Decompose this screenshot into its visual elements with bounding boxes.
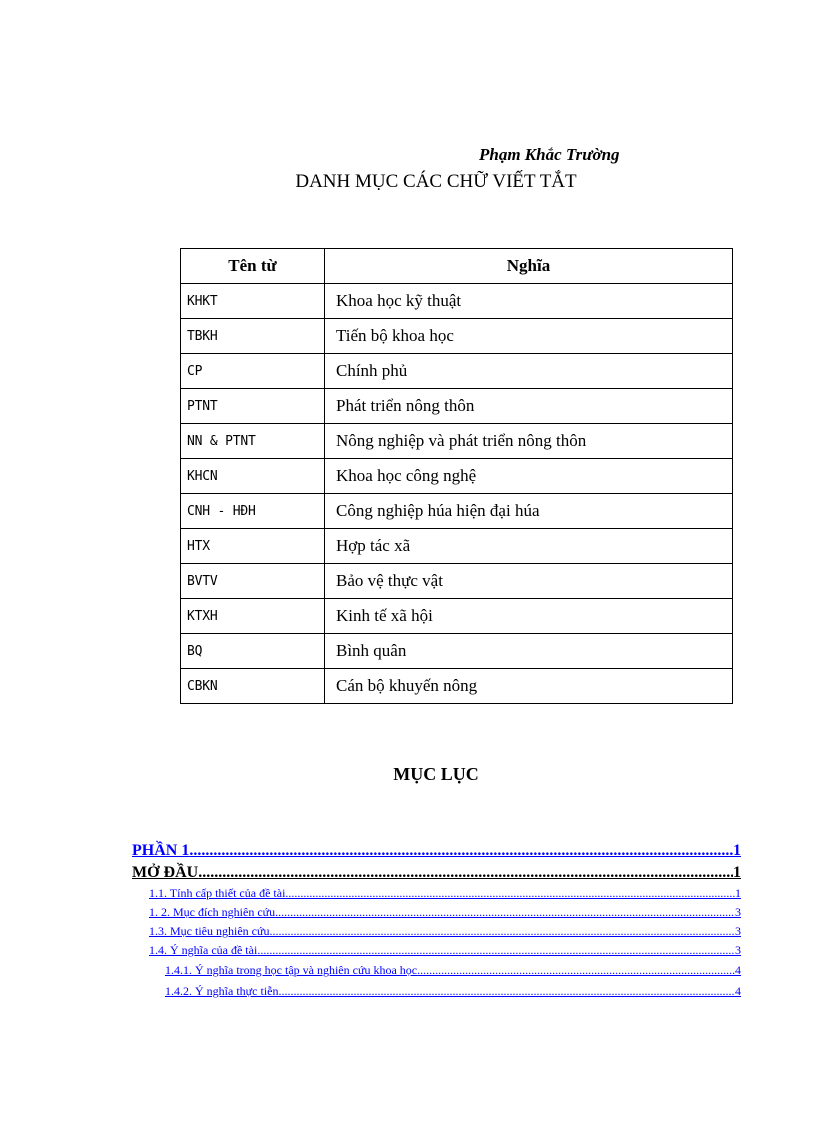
abbr-meaning: Nông nghiệp và phát triển nông thôn	[325, 424, 733, 459]
author-name: Phạm Khắc Trường	[479, 145, 620, 164]
toc-link-1-2[interactable]	[132, 903, 741, 922]
toc-link-1-3[interactable]	[132, 922, 741, 941]
toc-leader-dots	[269, 922, 735, 941]
table-row	[181, 354, 733, 389]
abbr-meaning: Khoa học công nghệ	[325, 459, 733, 494]
toc-entry-label: 1. 2. Mục đích nghiên cứu	[149, 905, 276, 919]
abbr-term: BVTV	[181, 564, 325, 599]
toc-link-1-4-2[interactable]	[132, 981, 741, 1002]
table-row	[181, 529, 733, 564]
toc-leader-dots	[189, 840, 733, 862]
column-header-meaning: Nghĩa	[325, 249, 733, 284]
table-row	[181, 459, 733, 494]
abbr-meaning: Bình quân	[325, 634, 733, 669]
toc-leader-dots	[285, 884, 735, 903]
toc-entry-label: 1.4.1. Ý nghĩa trong học tập và nghiên cứu khoa học	[165, 963, 418, 977]
abbreviations-table	[180, 248, 733, 704]
toc-entry-page: 4	[735, 963, 741, 977]
toc-entry-page: 1	[735, 886, 741, 900]
table-row	[181, 284, 733, 319]
table-of-contents	[132, 840, 741, 1002]
table-header-row	[181, 249, 733, 284]
abbr-term: BQ	[181, 634, 325, 669]
toc-link-mo-dau[interactable]	[132, 862, 741, 884]
abbr-meaning: Phát triển nông thôn	[325, 389, 733, 424]
abbr-meaning: Công nghiệp húa hiện đại húa	[325, 494, 733, 529]
toc-link-1-1[interactable]	[132, 884, 741, 903]
abbr-term: NN & PTNT	[181, 424, 325, 459]
toc-link-phan-1[interactable]	[132, 840, 741, 862]
table-row	[181, 634, 733, 669]
toc-entry-label: 1.3. Mục tiêu nghiên cứu	[149, 924, 270, 938]
toc-entry-label: 1.4.2. Ý nghĩa thực tiễn	[165, 984, 279, 998]
abbr-term: KTXH	[181, 599, 325, 634]
abbr-meaning: Tiến bộ khoa học	[325, 319, 733, 354]
abbr-term: HTX	[181, 529, 325, 564]
toc-entry-page: 3	[735, 943, 741, 957]
table-row	[181, 669, 733, 704]
abbr-term: PTNT	[181, 389, 325, 424]
abbr-meaning: Hợp tác xã	[325, 529, 733, 564]
toc-leader-dots	[275, 903, 735, 922]
toc-entry-label: MỞ ĐẦU	[132, 864, 199, 881]
toc-entry-label: 1.1. Tính cấp thiết của đề tài	[149, 886, 286, 900]
abbreviations-title: DANH MỤC CÁC CHỮ VIẾT TẮT	[295, 171, 577, 192]
toc-link-1-4[interactable]	[132, 941, 741, 960]
abbr-meaning: Bảo vệ thực vật	[325, 564, 733, 599]
abbr-meaning: Chính phủ	[325, 354, 733, 389]
table-row	[181, 389, 733, 424]
abbr-meaning: Cán bộ khuyến nông	[325, 669, 733, 704]
abbr-meaning: Kinh tế xã hội	[325, 599, 733, 634]
toc-title: MỤC LỤC	[393, 764, 479, 784]
abbr-term: CNH - HĐH	[181, 494, 325, 529]
table-row	[181, 494, 733, 529]
abbr-term: CP	[181, 354, 325, 389]
toc-entry-label: 1.4. Ý nghĩa của đề tài	[149, 943, 258, 957]
toc-leader-dots	[278, 981, 735, 1002]
column-header-term: Tên từ	[181, 249, 325, 284]
toc-entry-page: 1	[733, 842, 741, 859]
toc-link-1-4-1[interactable]	[132, 960, 741, 981]
table-row	[181, 424, 733, 459]
toc-entry-page: 3	[735, 905, 741, 919]
toc-leader-dots	[198, 862, 733, 884]
toc-entry-page: 4	[735, 984, 741, 998]
abbr-meaning: Khoa học kỹ thuật	[325, 284, 733, 319]
abbr-term: KHCN	[181, 459, 325, 494]
toc-leader-dots	[257, 941, 735, 960]
abbr-term: TBKH	[181, 319, 325, 354]
abbr-term: KHKT	[181, 284, 325, 319]
table-row	[181, 319, 733, 354]
abbr-term: CBKN	[181, 669, 325, 704]
toc-entry-label: PHẦN 1	[132, 842, 190, 859]
toc-leader-dots	[417, 960, 735, 981]
toc-entry-page: 3	[735, 924, 741, 938]
table-row	[181, 564, 733, 599]
table-row	[181, 599, 733, 634]
toc-entry-page: 1	[733, 864, 741, 881]
